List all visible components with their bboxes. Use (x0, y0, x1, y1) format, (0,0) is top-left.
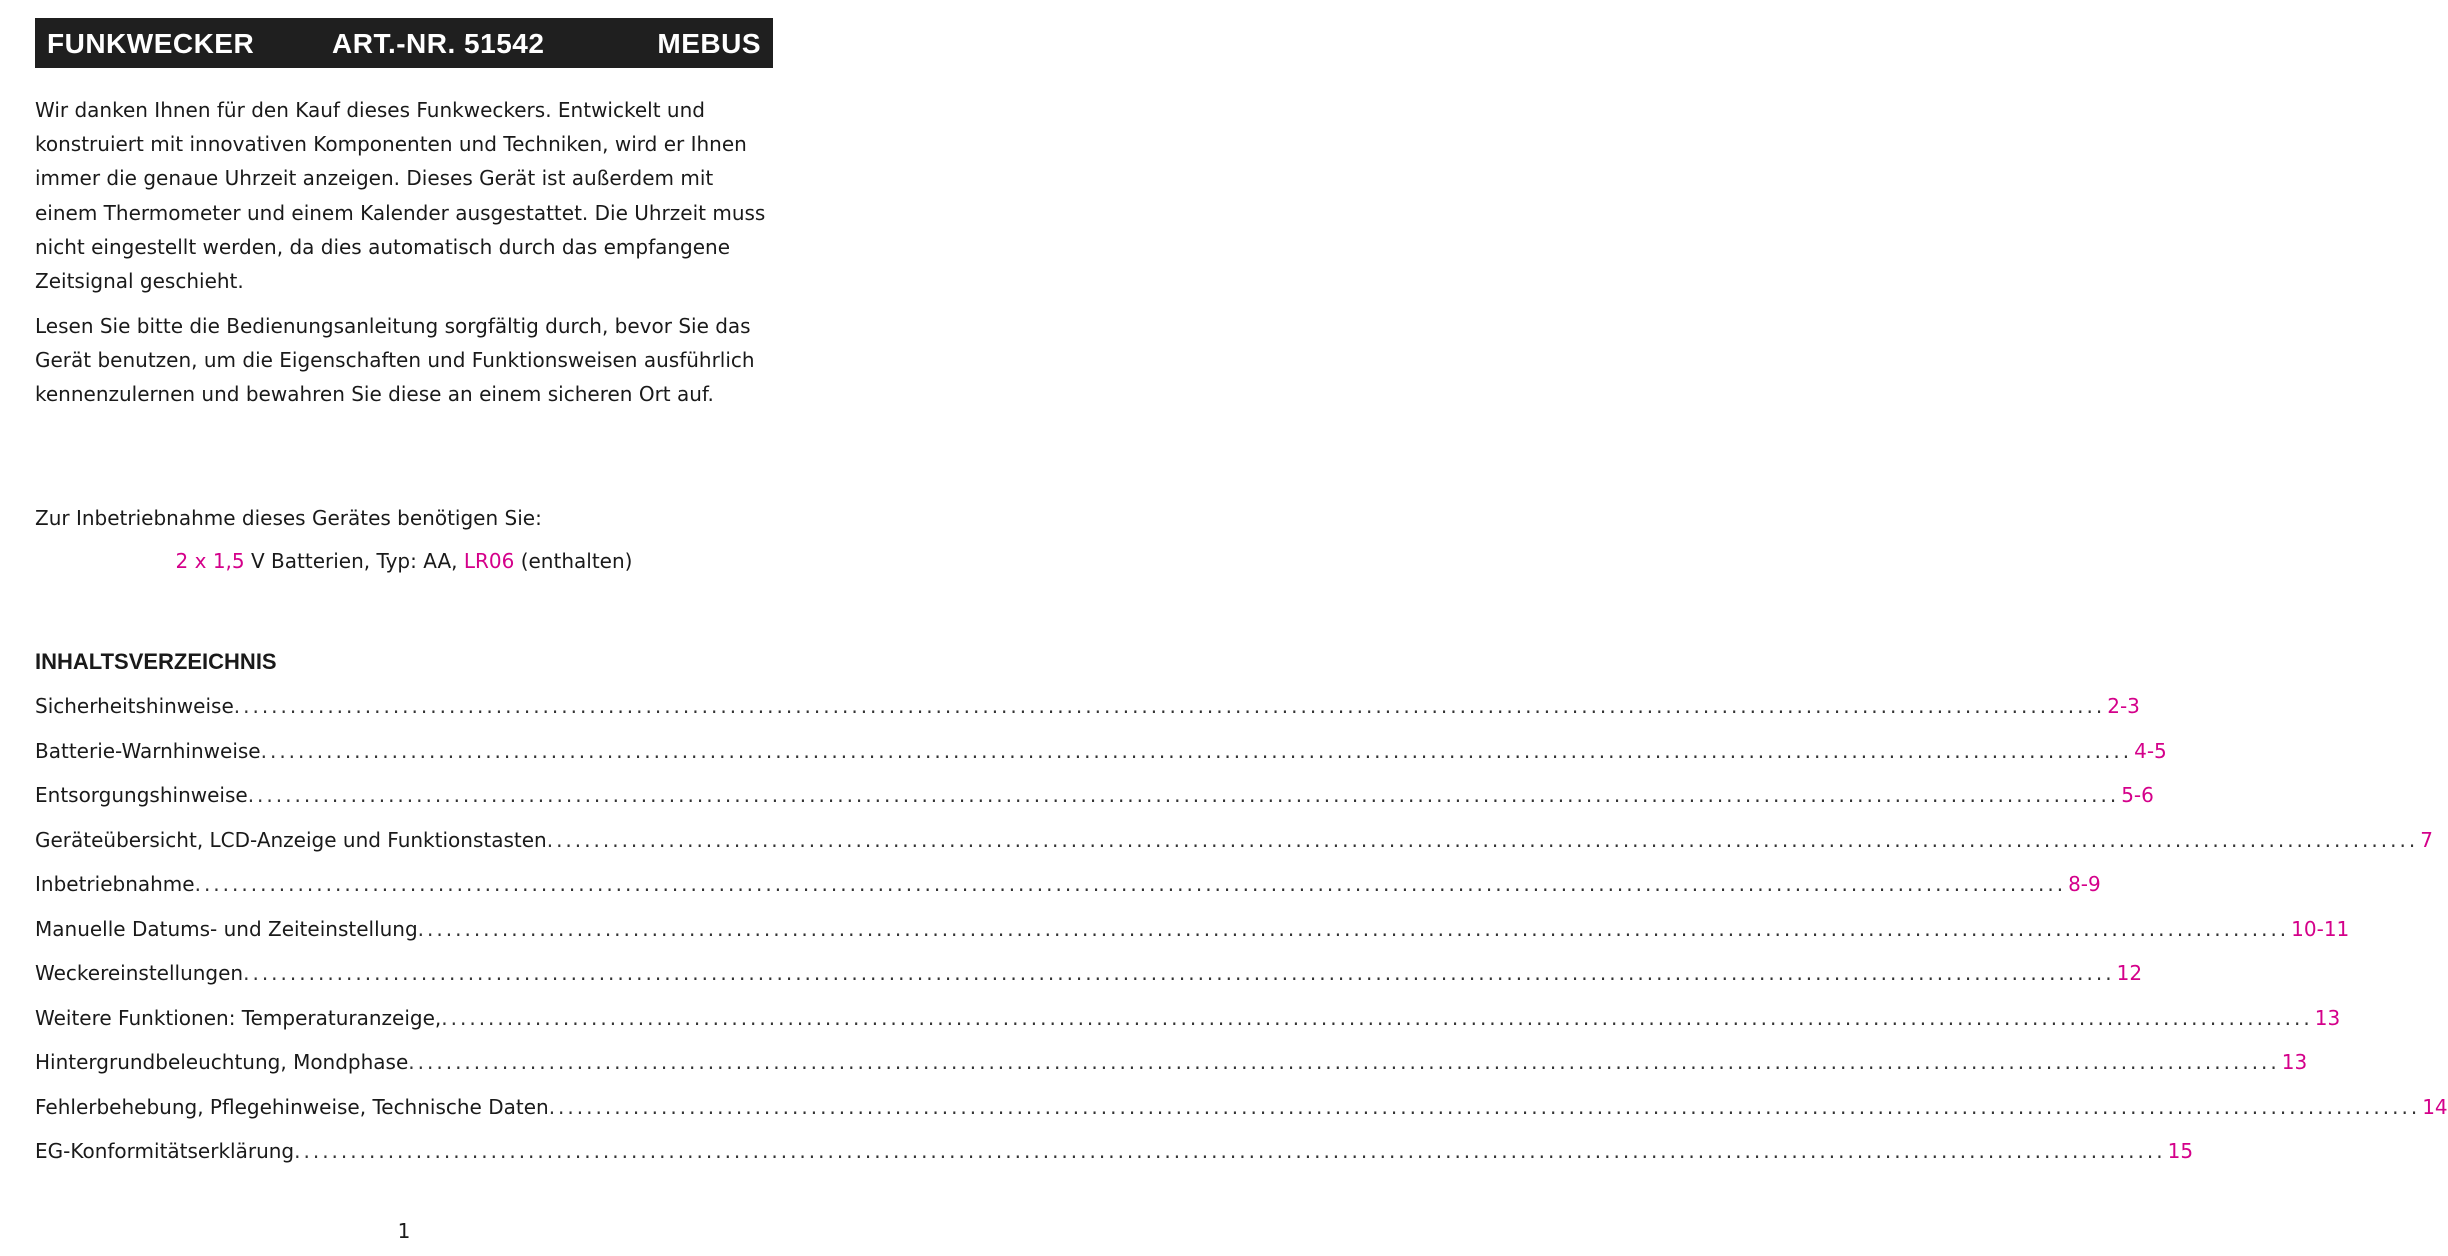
toc-entry-page: 7 (2420, 827, 2433, 852)
product-name: FUNKWECKER (47, 28, 255, 59)
toc-leader-dots: ........................................................................................................................................................................................................ (233, 694, 2106, 718)
toc-entry-label: Hintergrundbeleuchtung, Mondphase (35, 1050, 409, 1074)
toc-entry[interactable] (35, 912, 2350, 957)
toc-leader-dots: ........................................................................................................................................................................................................ (243, 961, 2115, 985)
toc-entry-page: 14 (2422, 1094, 2448, 1119)
toc-entry-label: Sicherheitshinweise (35, 694, 234, 718)
toc-entry-label: Geräteübersicht, LCD-Anzeige und Funktionstasten (35, 827, 547, 852)
toc-entry-label: Entsorgungshinweise (35, 783, 248, 807)
toc-entry[interactable] (35, 689, 2140, 734)
toc-leader-dots: ........................................................................................................................................................................................................ (260, 738, 2133, 763)
brand-name: MEBUS (657, 28, 761, 59)
toc-entry[interactable] (35, 734, 2167, 779)
battery-type-code: LR06 (463, 549, 515, 573)
toc-entry[interactable] (35, 956, 2143, 1001)
toc-entry-label: Manuelle Datums- und Zeiteinstellung (35, 916, 418, 941)
toc-entry-page: 13 (2281, 1050, 2308, 1074)
toc-entry-page: 13 (2314, 1005, 2341, 1030)
toc-leader-dots: ........................................................................................................................................................................................................ (548, 1094, 2421, 1119)
toc-entry-page: 4-5 (2134, 738, 2167, 763)
toc-entry[interactable] (35, 867, 2101, 912)
battery-quantity: 2 x 1,5 (175, 549, 245, 573)
toc-entry-page: 12 (2116, 961, 2143, 985)
toc-entry[interactable] (35, 1001, 2341, 1046)
table-of-contents (35, 689, 2448, 1179)
article-number: ART.-NR. 51542 (332, 28, 545, 59)
toc-entry-page: 5-6 (2121, 783, 2154, 807)
toc-leader-dots: ........................................................................................................................................................................................................ (194, 872, 2067, 896)
toc-entry[interactable] (35, 1134, 2194, 1179)
toc-leader-dots: ........................................................................................................................................................................................................ (546, 827, 2419, 852)
toc-entry[interactable] (35, 778, 2154, 823)
toc-leader-dots: ........................................................................................................................................................................................................ (417, 916, 2290, 941)
toc-entry-label: Inbetriebnahme (35, 872, 195, 896)
toc-entry-label: Fehlerbehebung, Pflegehinweise, Technische Daten (35, 1094, 549, 1119)
toc-leader-dots: ........................................................................................................................................................................................................ (294, 1139, 2166, 1163)
toc-entry[interactable] (35, 1045, 2308, 1090)
header-bar (35, 18, 773, 68)
toc-entry-label: EG-Konformitätserklärung (35, 1139, 295, 1163)
page-number: 1 (397, 1219, 411, 1243)
toc-leader-dots: ........................................................................................................................................................................................................ (247, 783, 2120, 807)
toc-entry-label: Batterie-Warnhinweise (35, 738, 261, 763)
battery-text: V Batterien, Typ: AA, (244, 549, 464, 573)
toc-entry-page: 10-11 (2291, 916, 2350, 941)
toc-entry-label: Weitere Funktionen: Temperaturanzeige, (35, 1005, 442, 1030)
toc-entry[interactable] (35, 1090, 2448, 1135)
battery-requirement (0, 544, 808, 578)
toc-entry[interactable] (35, 823, 2433, 868)
battery-included-text: (enthalten) (514, 549, 633, 573)
requirement-text: Zur Inbetriebnahme dieses Gerätes benötigen Sie: (35, 506, 542, 530)
intro-paragraph-2: Lesen Sie bitte die Bedienungsanleitung sorgfältig durch, bevor Sie das Gerät benutzen, um die Eigenschaften und Funktionsweisen ausführlich kennenzulernen und bewahren Sie diese an einem sicheren Ort auf. (35, 314, 755, 407)
toc-entry-label: Weckereinstellungen (35, 961, 244, 985)
intro-paragraph-1: Wir danken Ihnen für den Kauf dieses Funkweckers. Entwickelt und konstruiert mit innovativen Komponenten und Techniken, wird er Ihnen immer die genaue Uhrzeit anzeigen. Dieses Gerät ist außerdem mit einem Thermometer und einem Kalender ausgestattet. Die Uhrzeit muss nicht eingestellt werden, da dies automatisch durch das empfangene Zeitsignal geschieht. (35, 98, 766, 294)
toc-entry-page: 2-3 (2107, 694, 2140, 718)
toc-title: INHALTSVERZEICHNIS (35, 649, 277, 674)
toc-leader-dots: ........................................................................................................................................................................................................ (441, 1005, 2313, 1030)
toc-entry-page: 15 (2167, 1139, 2194, 1163)
toc-entry-page: 8-9 (2068, 872, 2101, 896)
toc-leader-dots: ........................................................................................................................................................................................................ (408, 1050, 2280, 1074)
